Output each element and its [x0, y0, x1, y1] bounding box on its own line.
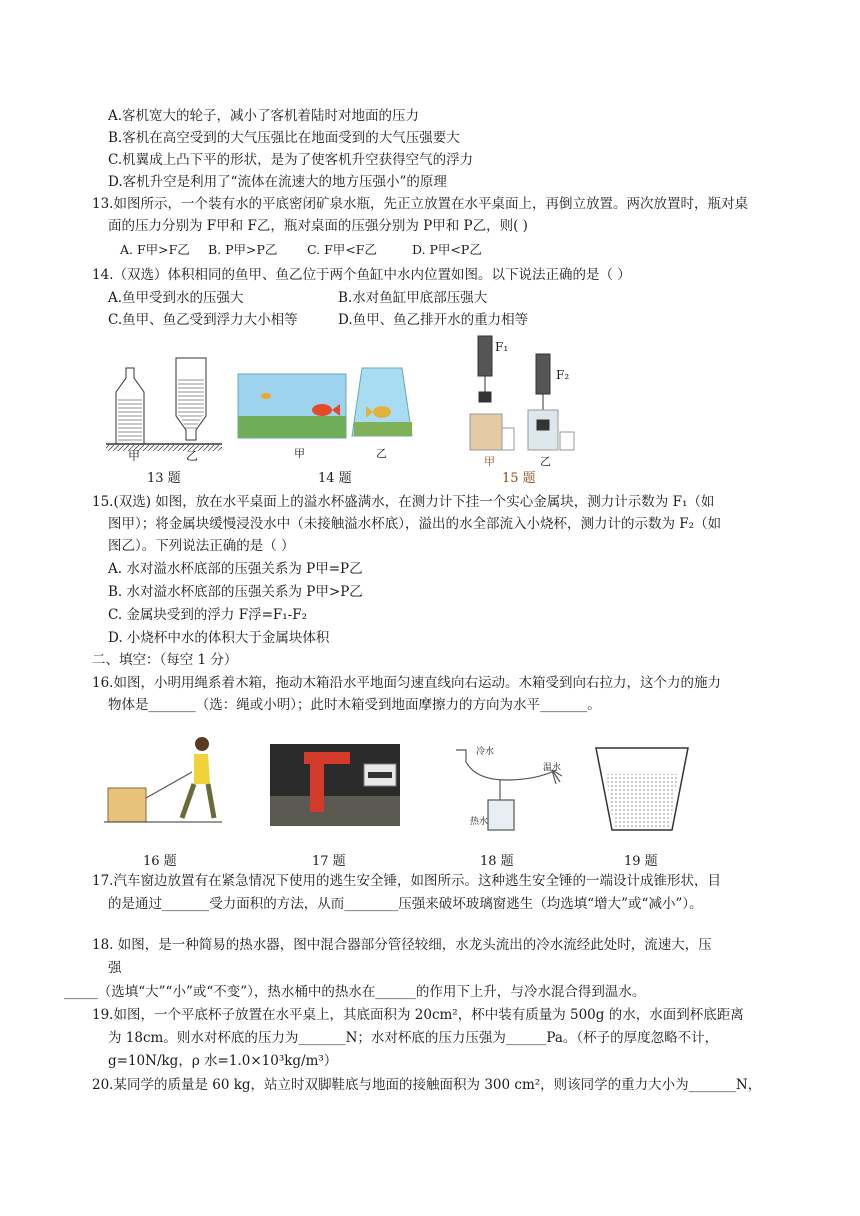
fig15-label-f1: F₁ — [495, 340, 509, 354]
q14-stem: 14.（双选）体积相同的鱼甲、鱼乙位于两个鱼缸中水内位置如图。以下说法正确的是（ ） — [92, 267, 631, 283]
q12-option-c: C.机翼成上凸下平的形状，是为了使客机升空获得空气的浮力 — [108, 152, 474, 168]
figure-15-spring-balance — [462, 332, 592, 456]
fig14-caption: 14 题 — [318, 471, 352, 486]
q15-option-d: D. 小烧杯中水的体积大于金属块体积 — [108, 630, 330, 646]
q15-stem-line1: 15.(双选) 如图，放在水平桌面上的溢水杯盛满水，在测力计下挂一个实心金属块，测力计示数为 F₁（如 — [92, 494, 715, 510]
q13-option-b: B. P甲>P乙 — [208, 242, 278, 257]
q14-option-d: D.鱼甲、鱼乙排开水的重力相等 — [338, 312, 529, 328]
q17-stem-line1: 17.汽车窗边放置有在紧急情况下使用的逃生安全锤，如图所示。这种逃生安全锤的一端设计成锥形状，目 — [92, 873, 721, 889]
figure-17-safety-hammer — [270, 744, 400, 826]
q13-stem-line2: 面的压力分别为 F甲和 F乙，瓶对桌面的压强分别为 P甲和 P乙，则( ) — [108, 218, 528, 234]
q19-stem-line3: g=10N/kg，ρ 水=1.0×10³kg/m³） — [108, 1053, 338, 1069]
figure-13-bottles — [104, 350, 224, 460]
q14-option-c: C.鱼甲、鱼乙受到浮力大小相等 — [108, 312, 298, 328]
fig15-label-f2: F₂ — [556, 368, 570, 382]
figure-18-water-heater — [440, 742, 580, 834]
q17-stem-line2: 的是通过_______受力面积的方法，从而________压强来破坏玻璃窗逃生（均选填“增大”或“减小”）。 — [108, 896, 703, 912]
fig13-label-yi: 乙 — [186, 449, 199, 463]
fig15-caption: 15 题 — [502, 471, 536, 486]
fig17-caption: 17 题 — [312, 854, 346, 869]
fig13-label-jia: 甲 — [128, 449, 141, 463]
figure-16-pulling-box — [104, 730, 222, 826]
q16-stem-line2: 物体是_______（选：绳或小明）；此时木箱受到地面摩擦力的方向为水平_______。 — [108, 697, 601, 713]
q18-stem-line1: 18. 如图，是一种简易的热水器，图中混合器部分管径较细，水龙头流出的冷水流经此处时，流速大，压 — [92, 937, 712, 953]
q13-option-a: A. F甲>F乙 — [120, 242, 190, 257]
fig14-label-yi: 乙 — [376, 447, 387, 460]
q13-option-d: D. P甲<P乙 — [412, 242, 482, 257]
q14-option-b: B.水对鱼缸甲底部压强大 — [338, 290, 488, 306]
fig18-label-hot: 热水 — [470, 817, 489, 827]
q19-stem-line2: 为 18cm。则水对杯底的压力为_______N；水对杯底的压力压强为______Pa。（杯子的厚度忽略不计， — [108, 1030, 719, 1046]
fig13-caption: 13 题 — [147, 471, 181, 486]
q13-option-c: C. F甲<F乙 — [307, 242, 377, 257]
q20-stem-line1: 20.某同学的质量是 60 kg，站立时双脚鞋底与地面的接触面积为 300 cm²，则该同学的重力大小为_______N， — [92, 1077, 762, 1093]
q15-stem-line3: 图乙）。下列说法正确的是（ ） — [108, 538, 295, 554]
q15-option-b: B. 水对溢水杯底部的压强关系为 P甲>P乙 — [108, 584, 363, 600]
figure-19-cup — [594, 744, 690, 832]
q15-option-c: C. 金属块受到的浮力 F浮=F₁-F₂ — [108, 607, 308, 623]
q15-option-a: A. 水对溢水杯底部的压强关系为 P甲=P乙 — [108, 561, 363, 577]
section-2-heading: 二、填空：（每空 1 分） — [92, 652, 238, 668]
q15-stem-line2: 图甲）；将金属块缓慢浸没水中（未接触溢水杯底），溢出的水全部流入小烧杯，测力计的示数为 F₂（如 — [108, 516, 722, 532]
q16-stem-line1: 16.如图，小明用绳系着木箱，拖动木箱沿水平地面匀速直线向右运动。木箱受到向右拉力，这个力的施力 — [92, 675, 721, 691]
q14-option-a: A.鱼甲受到水的压强大 — [108, 290, 244, 306]
q18-stem-line2: 强 — [108, 960, 122, 976]
fig15-label-yi: 乙 — [540, 455, 551, 468]
q18-stem-line3: _____（选填“大”“小”或“不变”），热水桶中的热水在______的作用下上升，与冷水混合得到温水。 — [64, 984, 646, 1000]
q12-option-b: B.客机在高空受到的大气压强比在地面受到的大气压强要大 — [108, 130, 460, 146]
fig18-label-warm: 温水 — [543, 763, 562, 773]
fig14-label-jia: 甲 — [294, 447, 305, 460]
q19-stem-line1: 19.如图，一个平底杯子放置在水平桌上，其底面积为 20cm²，杯中装有质量为 500g 的水，水面到杯底距离 — [92, 1007, 744, 1023]
q12-option-d: D.客机升空是利用了“流体在流速大的地方压强小”的原理 — [108, 174, 447, 190]
q13-stem-line1: 13.如图所示，一个装有水的平底密闭矿泉水瓶，先正立放置在水平桌面上，再倒立放置。两次放置时，瓶对桌 — [92, 196, 748, 212]
figure-14-fish-tanks — [236, 356, 422, 448]
fig18-caption: 18 题 — [480, 854, 514, 869]
fig16-caption: 16 题 — [143, 854, 177, 869]
fig19-caption: 19 题 — [624, 854, 658, 869]
q12-option-a: A.客机宽大的轮子，减小了客机着陆时对地面的压力 — [108, 108, 420, 124]
fig15-label-jia: 甲 — [484, 455, 495, 468]
fig18-label-cold: 冷水 — [476, 747, 495, 757]
